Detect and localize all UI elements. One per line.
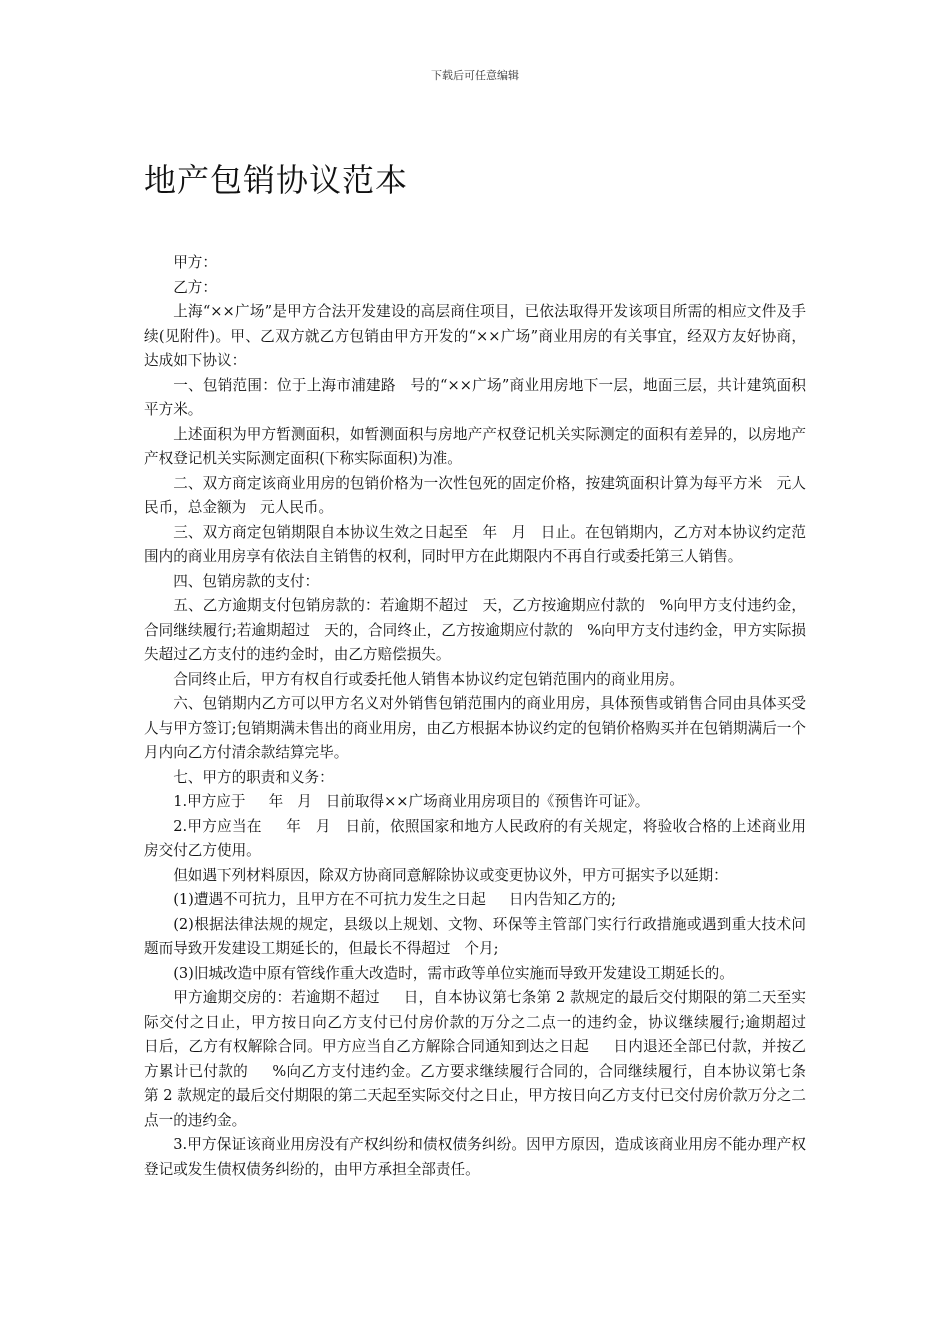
paragraph-clause-7-item-2: 2.甲方应当在 年 月 日前，依照国家和地方人民政府的有关规定，将验收合格的上述商业用房交付乙方使用。: [144, 817, 806, 859]
paragraph-clause-7-item-1: 1.甲方应于 年 月 日前取得××广场商业用房项目的《预售许可证》。: [173, 793, 650, 810]
paragraph-clause-7-exception: 但如遇下列材料原因，除双方协商同意解除协议或变更协议外，甲方可据实予以延期：: [173, 866, 728, 884]
paragraph-preamble: 上海“××广场”是甲方合法开发建设的高层商住项目，已依法取得开发该项目所需的相应文件及手续(见附件)。甲、乙双方就乙方包销由甲方开发的“××广场”商业用房的有关事宜，经双方友好协商，达成如下协议：: [144, 303, 806, 369]
document-title: 地产包销协议范本: [144, 161, 409, 199]
paragraph-clause-1: 一、包销范围：位于上海市浦建路 号的“××广场”商业用房地下一层，地面三层，共计建筑面积 平方米。: [144, 376, 820, 418]
page-header: 下载后可任意编辑: [431, 69, 519, 82]
paragraph-exception-2: (2)根据法律法规的规定，县级以上规划、文物、环保等主管部门实行行政措施或遇到重大技术问题而导致开发建设工期延长的，但最长不得超过 个月;: [144, 915, 806, 957]
paragraph-clause-2: 二、双方商定该商业用房的包销价格为一次性包死的固定价格，按建筑面积计算为每平方米 元人民币，总金额为 元人民币。: [144, 474, 806, 516]
paragraph-exception-3: (3)旧城改造中原有管线作重大改造时，需市政等单位实施而导致开发建设工期延长的。: [173, 964, 734, 982]
paragraph-late-delivery: 甲方逾期交房的：若逾期不超过 日，自本协议第七条第 2 款规定的最后交付期限的第二天至实际交付之日止，甲方按日向乙方支付已付房价款的万分之二点一的违约金，协议继续履行;逾期超过 日后，乙方有权解除合同。甲方应当自乙方解除合同通知到达之日起 日内退还全部已付款，并按乙方累计已付款的 %向乙方支付违约金。乙方要求继续履行合同的，合同继续履行，自本协议第七条第 2 款规定的最后交付期限的第二天起至实际交付之日止，甲方按日向乙方支付已交付房价款万分之二点一的违约金。: [144, 989, 830, 1129]
paragraph-party-a: 甲方：: [173, 254, 217, 271]
paragraph-party-b: 乙方：: [173, 278, 217, 296]
paragraph-clause-1-note: 上述面积为甲方暂测面积，如暂测面积与房地产产权登记机关实际测定的面积有差异的，以房地产产权登记机关实际测定面积(下称实际面积)为准。: [144, 425, 806, 467]
paragraph-exception-1: (1)遭遇不可抗力，且甲方在不可抗力发生之日起 日内告知乙方的;: [173, 891, 617, 908]
paragraph-clause-5-note: 合同终止后，甲方有权自行或委托他人销售本协议约定包销范围内的商业用房。: [173, 670, 684, 688]
document-body: [144, 251, 830, 1182]
paragraph-clause-5: 五、乙方逾期支付包销房款的：若逾期不超过 天，乙方按逾期应付款的 %向甲方支付违约金，合同继续履行;若逾期超过 天的，合同终止，乙方按逾期应付款的 %向甲方支付违约金，甲方实际损失超过乙方支付的违约金时，由乙方赔偿损失。: [144, 597, 806, 663]
paragraph-clause-4: 四、包销房款的支付：: [173, 572, 320, 590]
paragraph-clause-7-item-3: 3.甲方保证该商业用房没有产权纠纷和债权债务纠纷。因甲方原因，造成该商业用房不能办理产权登记或发生债权债务纠纷的，由甲方承担全部责任。: [144, 1136, 806, 1178]
paragraph-clause-3: 三、双方商定包销期限自本协议生效之日起至 年 月 日止。在包销期内，乙方对本协议约定范围内的商业用房享有依法自主销售的权利，同时甲方在此期限内不再自行或委托第三人销售。: [144, 523, 806, 565]
paragraph-clause-7: 七、甲方的职责和义务：: [173, 768, 334, 786]
paragraph-clause-6: 六、包销期内乙方可以甲方名义对外销售包销范围内的商业用房，具体预售或销售合同由具体买受人与甲方签订;包销期满未售出的商业用房，由乙方根据本协议约定的包销价格购买并在包销期满后一个月内向乙方付清余款结算完毕。: [144, 695, 806, 761]
